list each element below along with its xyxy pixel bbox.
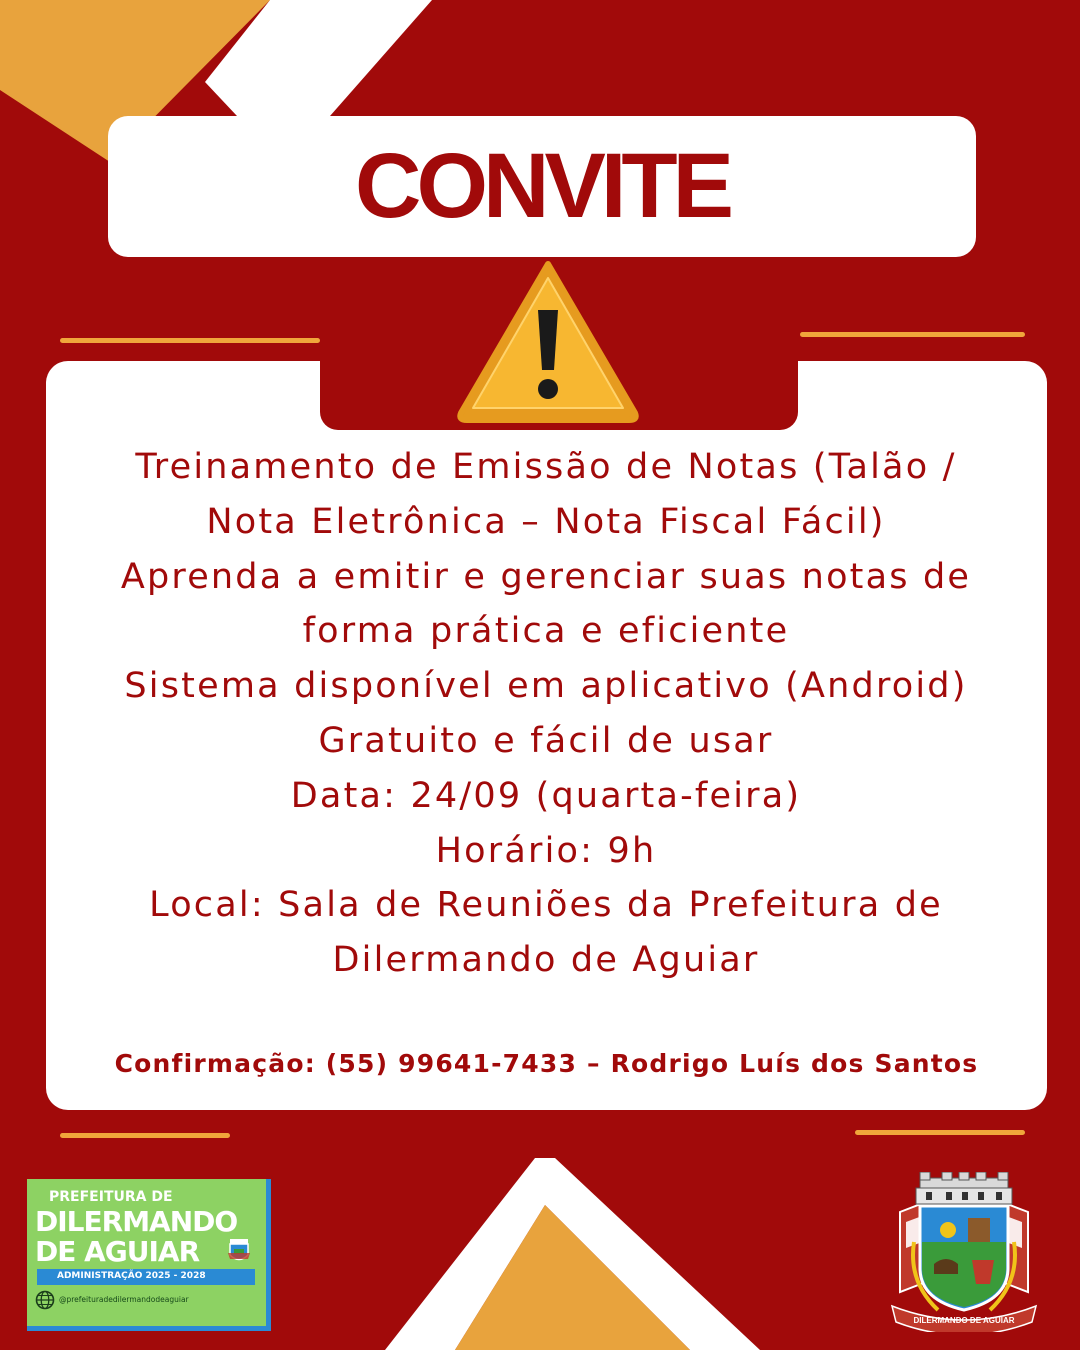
detail-line: Aprenda a emitir e gerenciar suas notas de [120, 556, 972, 597]
logo-line-3: DE AGUIAR [35, 1235, 200, 1268]
event-time: Horário: 9h [435, 830, 657, 871]
event-details [60, 440, 1032, 988]
divider-line-bottom-right [855, 1130, 1025, 1135]
title-banner [108, 116, 976, 257]
logo-line-2: DILERMANDO [35, 1205, 238, 1238]
crest-mini-icon [226, 1237, 252, 1265]
prefeitura-logo [27, 1179, 271, 1331]
event-location: Local: Sala de Reuniões da Prefeitura de [149, 885, 943, 926]
divider-line-bottom-left [60, 1133, 230, 1138]
confirmation-contact: Confirmação: (55) 99641-7433 – Rodrigo Luís dos Santos [114, 1049, 979, 1078]
page-title: CONVITE [355, 135, 729, 237]
warning-icon [455, 258, 641, 424]
event-date: Data: 24/09 (quarta-feira) [290, 775, 802, 816]
detail-line: Nota Eletrônica – Nota Fiscal Fácil) [206, 501, 886, 542]
divider-line-top-left [60, 338, 320, 343]
globe-icon [35, 1290, 55, 1310]
coat-of-arms-icon [886, 1172, 1042, 1332]
divider-line-top-right [800, 332, 1025, 337]
logo-social-handle: @prefeituradedilermandodeaguiar [59, 1295, 189, 1304]
detail-line: Gratuito e fácil de usar [318, 720, 774, 761]
detail-line: Sistema disponível em aplicativo (Android) [124, 666, 968, 707]
coat-banner-text: DILERMANDO DE AGUIAR [913, 1316, 1015, 1325]
logo-admin-period: ADMINISTRAÇÃO 2025 - 2028 [57, 1271, 206, 1281]
logo-line-1: PREFEITURA DE [49, 1189, 173, 1205]
detail-line: Treinamento de Emissão de Notas (Talão / [135, 447, 957, 487]
detail-line: forma prática e eficiente [302, 611, 790, 652]
event-location-cont: Dilermando de Aguiar [332, 940, 760, 981]
